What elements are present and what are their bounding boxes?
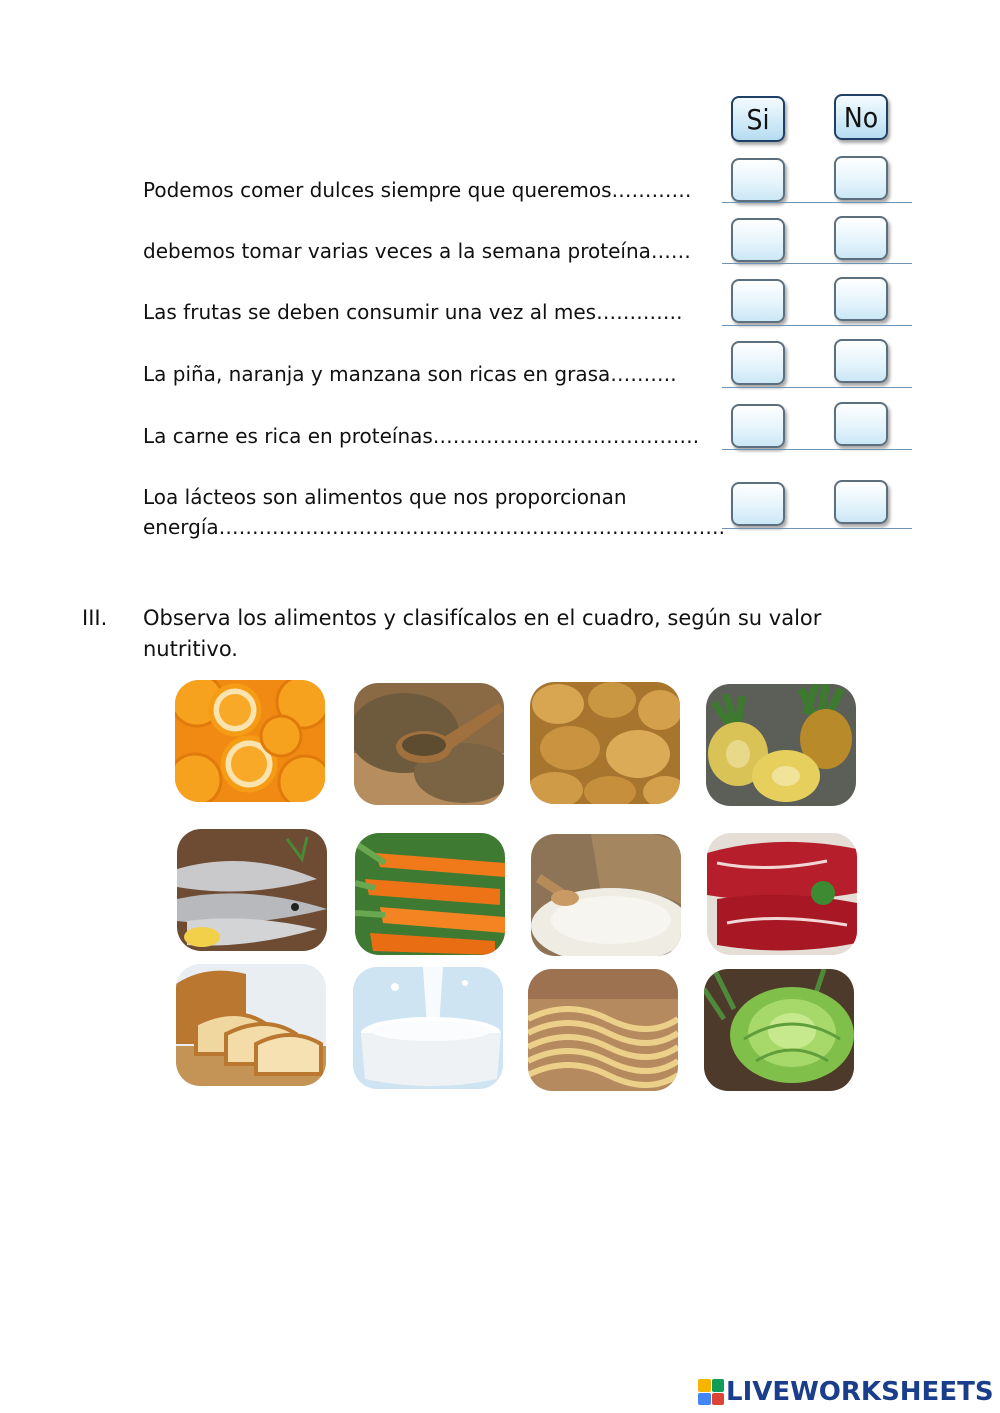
- orange-slices-image: [175, 680, 325, 802]
- question-4-no-checkbox[interactable]: [834, 339, 888, 383]
- question-1-divider: [722, 202, 912, 203]
- liveworksheets-logo-icon: [698, 1379, 724, 1405]
- rice-image: [531, 834, 681, 956]
- question-6-no-checkbox[interactable]: [834, 480, 888, 524]
- fish-image: [177, 829, 327, 951]
- question-2-text: debemos tomar varias veces a la semana proteína……: [143, 239, 691, 263]
- question-3-no-checkbox[interactable]: [834, 277, 888, 321]
- no-header-label: [834, 94, 888, 140]
- liveworksheets-logo-text: LIVEWORKSHEETS: [726, 1377, 994, 1407]
- question-6-divider: [722, 528, 912, 529]
- question-3-text: Las frutas se deben consumir una vez al mes………….: [143, 300, 683, 324]
- pasta-image: [528, 969, 678, 1091]
- si-header-label: [731, 96, 785, 142]
- red-meat-image: [707, 833, 857, 955]
- question-4-si-checkbox[interactable]: [731, 341, 785, 385]
- question-3-divider: [722, 325, 912, 326]
- question-4-text: La piña, naranja y manzana son ricas en grasa……….: [143, 362, 677, 386]
- lentils-image: [354, 683, 504, 805]
- question-5-divider: [722, 449, 912, 450]
- question-2-no-checkbox[interactable]: [834, 216, 888, 260]
- question-1-no-checkbox[interactable]: [834, 156, 888, 200]
- potatoes-image: [530, 682, 680, 804]
- bread-image: [176, 964, 326, 1086]
- question-2-divider: [722, 263, 912, 264]
- liveworksheets-logo: [698, 1376, 994, 1408]
- section-instruction: Observa los alimentos y clasifícalos en el cuadro, según su valor nutritivo.: [143, 606, 822, 661]
- question-4-divider: [722, 387, 912, 388]
- question-1-si-checkbox[interactable]: [731, 158, 785, 202]
- no-header-text: No: [843, 100, 879, 134]
- section-number: III.: [82, 606, 108, 630]
- question-6-text: Loa lácteos son alimentos que nos proporcionan energía………………………………………………………………….: [143, 485, 726, 539]
- question-5-text: La carne es rica en proteínas………………………………….: [143, 424, 700, 448]
- si-header-text: Si: [746, 102, 770, 136]
- pineapple-image: [706, 684, 856, 806]
- question-2-si-checkbox[interactable]: [731, 218, 785, 262]
- lettuce-image: [704, 969, 854, 1091]
- question-1-text: Podemos comer dulces siempre que queremos…………: [143, 178, 692, 202]
- milk-image: [353, 967, 503, 1089]
- question-3-si-checkbox[interactable]: [731, 279, 785, 323]
- carrots-image: [355, 833, 505, 955]
- question-5-no-checkbox[interactable]: [834, 402, 888, 446]
- question-6-si-checkbox[interactable]: [731, 482, 785, 526]
- question-5-si-checkbox[interactable]: [731, 404, 785, 448]
